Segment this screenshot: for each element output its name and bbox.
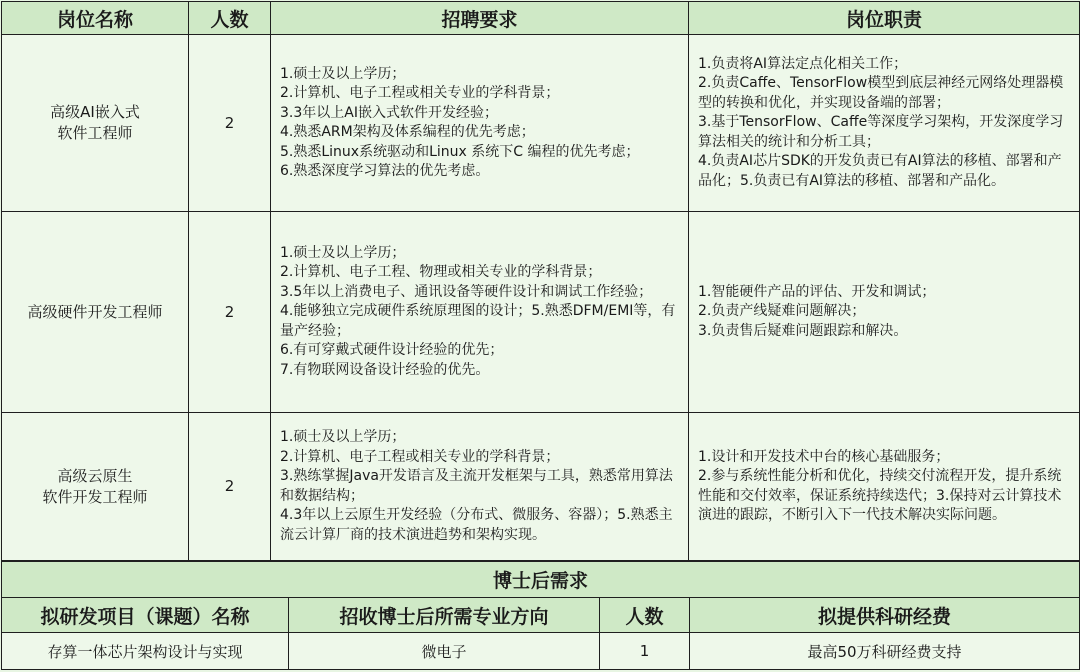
headcount-cell: 1 <box>600 633 690 670</box>
list-item: 1.硕士及以上学历； <box>280 65 406 82</box>
position-name-cell <box>2 35 189 212</box>
postdoc-header-row <box>2 598 1080 633</box>
list-item: 3.3年以上AI嵌入式软件开发经验； <box>280 104 498 121</box>
postdoc-title: 博士后需求 <box>2 562 1080 598</box>
list-item: 2.负责Caffe、TensorFlow模型到底层神经元网络处理器模型的转换和优化，并实现设备端的部署； <box>698 75 1064 111</box>
header-headcount: 人数 <box>189 2 271 35</box>
list-item: 4.熟悉ARM架构及体系编程的优先考虑； <box>280 124 535 140</box>
project-name-cell: 存算一体芯片架构设计与实现 <box>2 633 289 670</box>
header-requirements: 招聘要求 <box>271 2 689 35</box>
list-item: 6.有可穿戴式硬件设计经验的优先； <box>280 342 504 359</box>
postdoc-table <box>1 561 1080 670</box>
list-item: 1.智能硬件产品的评估、开发和调试； <box>698 283 936 300</box>
funding-cell: 最高50万科研经费支持 <box>690 633 1080 670</box>
headcount-cell: 2 <box>189 212 271 413</box>
table-row <box>2 212 1080 413</box>
duties-cell <box>689 35 1080 212</box>
list-item: 6.熟悉深度学习算法的优先考虑。 <box>280 163 490 179</box>
headcount-cell: 2 <box>189 35 271 212</box>
job-table <box>1 1 1080 561</box>
table-row <box>2 35 1080 212</box>
list-item: 2.参与系统性能分析和优化，持续交付流程开发，提升系统性能和交付效率，保证系统持续迭代；3.保持对云计算技术演进的跟踪，不断引入下一代技术解决实际问题。 <box>698 468 1062 523</box>
list-item: 2.负责产线疑难问题解决； <box>698 303 866 320</box>
duties-cell <box>689 413 1080 561</box>
list-item: 7.有物联网设备设计经验的优先。 <box>280 361 490 378</box>
duties-cell <box>689 212 1080 413</box>
list-item: 3.基于TensorFlow、Caffe等深度学习架构，开发深度学习算法相关的统计和分析工具； <box>698 114 1064 150</box>
position-name-line: 高级AI嵌入式 <box>50 103 140 121</box>
major-direction-cell: 微电子 <box>289 633 600 670</box>
header-major-direction: 招收博士后所需专业方向 <box>289 598 600 633</box>
list-item: 1.设计和开发技术中台的核心基础服务； <box>698 448 950 465</box>
list-item: 3.5年以上消费电子、通讯设备等硬件设计和调试工作经验； <box>280 283 653 300</box>
position-name-line: 软件开发工程师 <box>42 487 148 506</box>
position-name-line: 高级硬件开发工程师 <box>27 302 163 321</box>
position-name-line: 软件工程师 <box>57 124 133 142</box>
requirements-cell <box>271 413 689 561</box>
position-name-cell <box>2 413 189 561</box>
list-item: 5.熟悉Linux系统驱动和Linux 系统下C 编程的优先考虑； <box>280 143 640 160</box>
position-name-line: 高级云原生 <box>57 466 133 485</box>
list-item: 2.计算机、电子工程、物理或相关专业的学科背景； <box>280 264 602 281</box>
requirements-cell <box>271 35 689 212</box>
list-item: 1.硕士及以上学历； <box>280 429 406 445</box>
list-item: 3.熟练掌握Java开发语言及主流开发框架与工具，熟悉常用算法和数据结构； <box>280 468 673 504</box>
list-item: 4.能够独立完成硬件系统原理图的设计；5.熟悉DFM/EMI等，有量产经验； <box>280 303 676 339</box>
job-table-header-row <box>2 2 1080 35</box>
requirements-cell <box>271 212 689 413</box>
list-item: 1.负责将AI算法定点化相关工作； <box>698 55 908 72</box>
header-funding: 拟提供科研经费 <box>690 598 1080 633</box>
list-item: 2.计算机、电子工程或相关专业的学科背景； <box>280 448 560 465</box>
list-item: 4.负责AI芯片SDK的开发负责已有AI算法的移植、部署和产品化；5.负责已有AI算法的移植、部署和产品化。 <box>698 153 1062 189</box>
postdoc-title-row <box>2 562 1080 598</box>
list-item: 4.3年以上云原生开发经验（分布式、微服务、容器）；5.熟悉主流云计算厂商的技术演进趋势和架构实现。 <box>280 507 673 543</box>
header-headcount: 人数 <box>600 598 690 633</box>
list-item: 2.计算机、电子工程或相关专业的学科背景； <box>280 85 560 101</box>
header-project-name: 拟研发项目（课题）名称 <box>2 598 289 633</box>
list-item: 3.负责售后疑难问题跟踪和解决。 <box>698 322 908 339</box>
position-name-cell <box>2 212 189 413</box>
table-row <box>2 413 1080 561</box>
header-duties: 岗位职责 <box>689 2 1080 35</box>
table-row <box>2 633 1080 670</box>
header-position-name: 岗位名称 <box>2 2 189 35</box>
headcount-cell: 2 <box>189 413 271 561</box>
list-item: 1.硕士及以上学历； <box>280 244 406 261</box>
